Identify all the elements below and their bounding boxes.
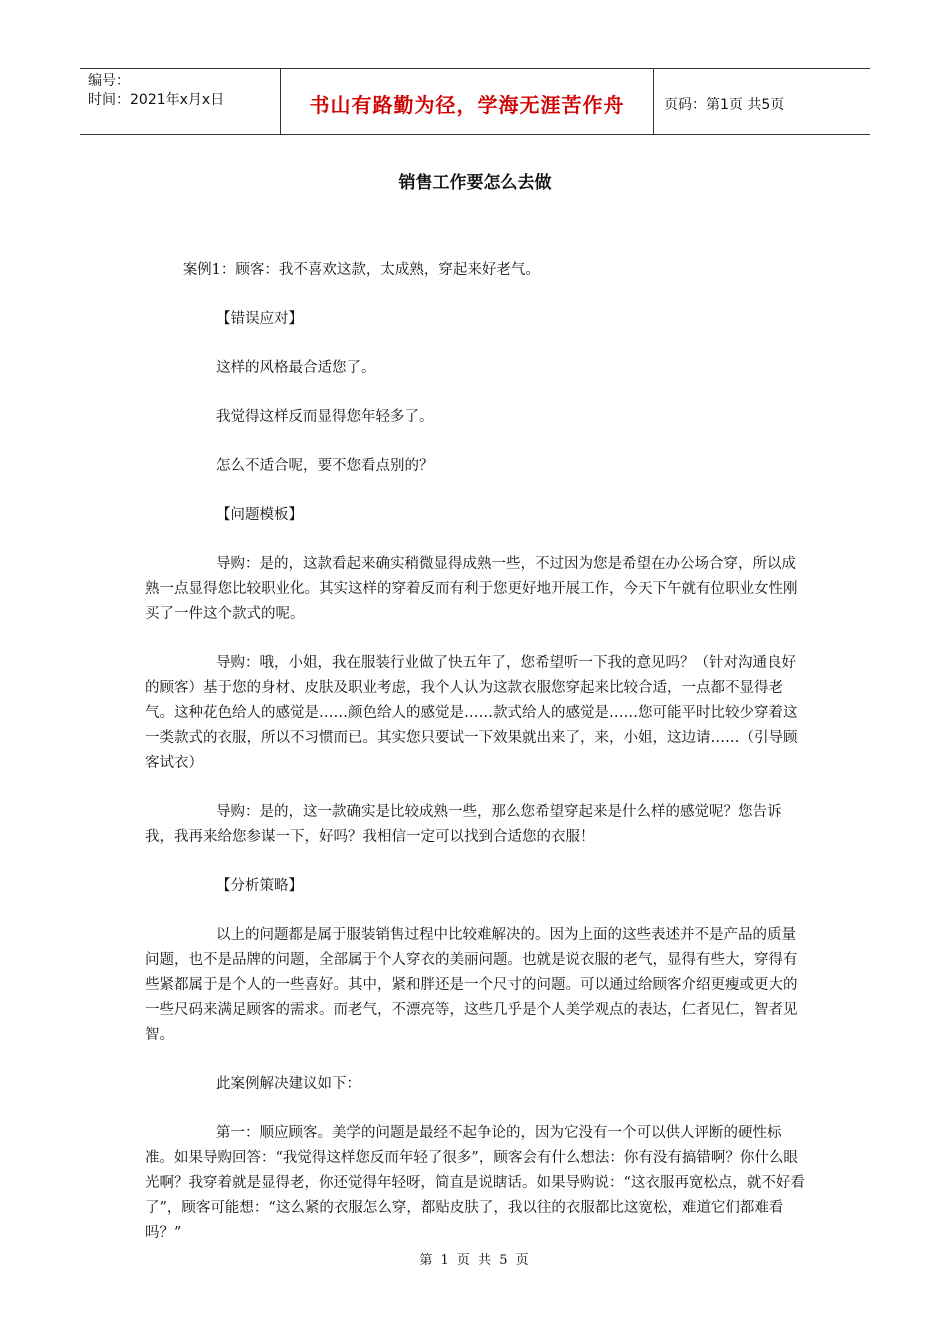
suggestion-first: 第一：顺应顾客。美学的问题是最经不起争论的，因为它没有一个可以供人评断的硬性标准。如果导购回答：“我觉得这样您反而年轻了很多”，顾客会有什么想法：你有没有搞错啊？你什么眼光啊？我穿着就是显得老，你还觉得年轻呀，简直是说瞎话。如果导购说：“这衣服再宽松点，就不好看了”，顾客可能想：“这么紧的衣服怎么穿，都贴皮肤了，我以往的衣服都比这宽松，难道它们都难看吗？” [145, 1125, 805, 1241]
page-footer: 第 1 页 共 5 页 [419, 1253, 531, 1268]
section-heading-template: 【问题模板】 [216, 507, 304, 523]
header-motto: 书山有路勤为径，学海无涯苦作舟 [309, 93, 625, 117]
document-header [80, 68, 870, 135]
document-title: 销售工作要怎么去做 [398, 173, 552, 193]
document-body [145, 258, 805, 1270]
template-answer-1: 导购：是的，这款看起来确实稍微显得成熟一些，不过因为您是希望在办公场合穿，所以成熟一点显得您比较职业化。其实这样的穿着反而有利于您更好地开展工作，今天下午就有位职业女性刚买了一件这个款式的呢。 [145, 556, 798, 622]
suggestion-intro: 此案例解决建议如下： [216, 1076, 362, 1092]
header-meta [80, 69, 280, 134]
header-page-info-cell [654, 69, 870, 134]
header-page-info: 页码：第1页 共5页 [664, 96, 785, 113]
template-answer-2: 导购：哦，小姐，我在服装行业做了快五年了，您希望听一下我的意见吗？（针对沟通良好的顾客）基于您的身材、皮肤及职业考虑，我个人认为这款衣服您穿起来比较合适，一点都不显得老气。这种花色给人的感觉是……颜色给人的感觉是……款式给人的感觉是……您可能平时比较少穿着这一类款式的衣服，所以不习惯而已。其实您只要试一下效果就出来了，来，小姐，这边请……（引导顾客试衣） [145, 655, 798, 771]
template-answer-3: 导购：是的，这一款确实是比较成熟一些，那么您希望穿起来是什么样的感觉呢？您告诉我，我再来给您参谋一下，好吗？我相信一定可以找到合适您的衣服！ [145, 804, 782, 845]
wrong-response-2: 我觉得这样反而显得您年轻多了。 [216, 409, 434, 425]
wrong-response-3: 怎么不适合呢，要不您看点别的？ [216, 458, 434, 474]
number-label: 编号： [88, 73, 130, 89]
date-label: 时间：2021年x月x日 [88, 92, 225, 108]
analysis-paragraph: 以上的问题都是属于服装销售过程中比较难解决的。因为上面的这些表述并不是产品的质量问题，也不是品牌的问题，全部属于个人穿衣的美丽问题。也就是说衣服的老气，显得有些大，穿得有些紧都属于是个人的一些喜好。其中，紧和胖还是一个尺寸的问题。可以通过给顾客介绍更瘦或更大的一些尺码来满足顾客的需求。而老气，不漂亮等，这些几乎是个人美学观点的表达，仁者见仁，智者见智。 [145, 927, 798, 1043]
section-heading-wrong: 【错误应对】 [216, 311, 304, 327]
header-motto-cell [280, 69, 654, 134]
section-heading-analysis: 【分析策略】 [216, 878, 304, 894]
case-intro: 案例1：顾客：我不喜欢这款，太成熟，穿起来好老气。 [182, 262, 540, 278]
wrong-response-1: 这样的风格最合适您了。 [216, 360, 376, 376]
